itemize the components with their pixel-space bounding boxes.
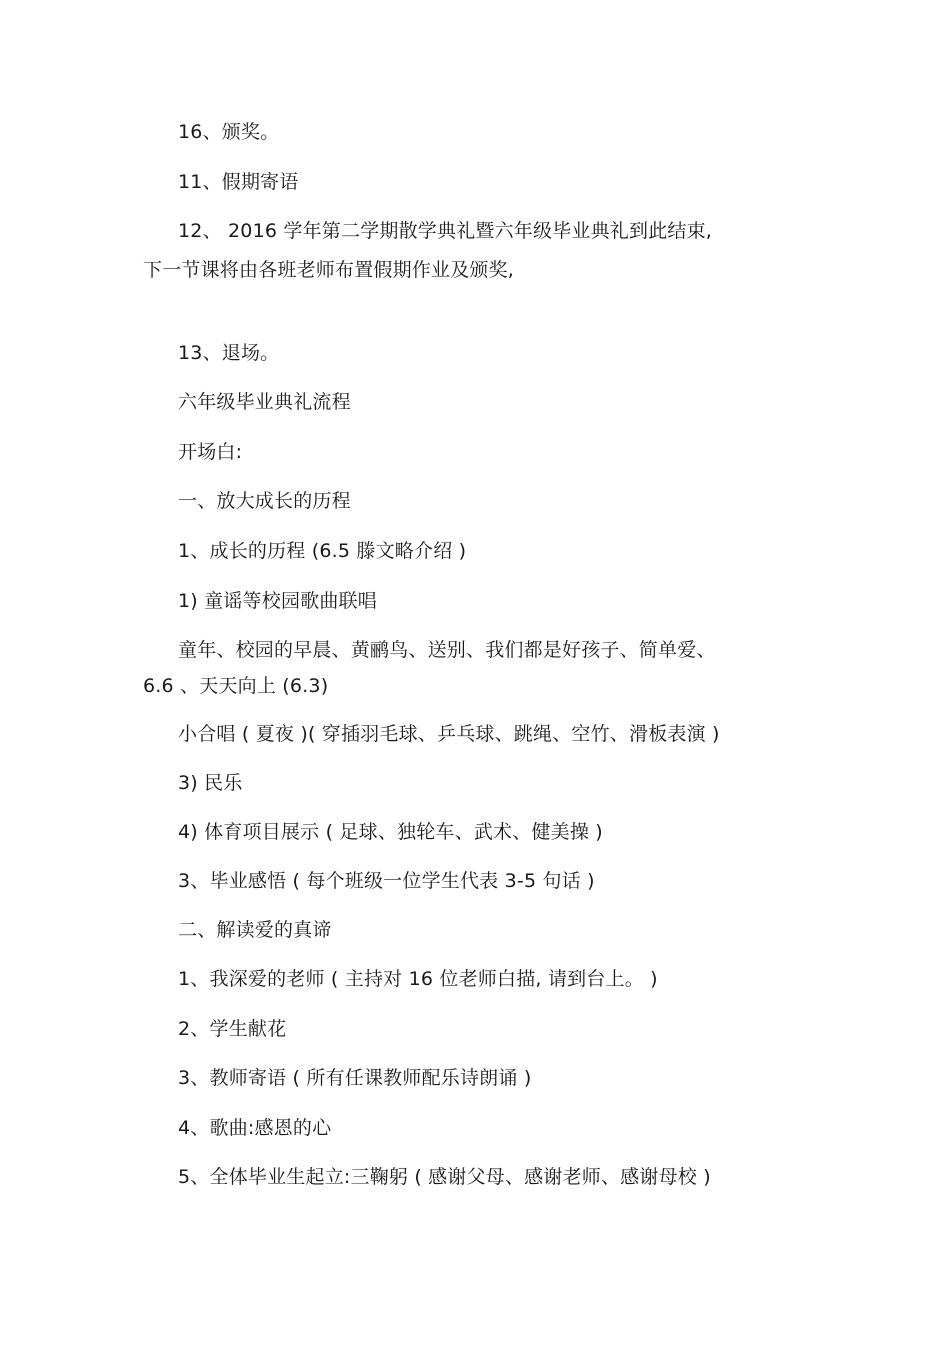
part-one-heading: 一、放大成长的历程 <box>178 490 351 512</box>
section-title-graduation-program: 六年级毕业典礼流程 <box>178 391 351 413</box>
item-13-exit: 13、退场。 <box>178 342 280 364</box>
part-two-heading: 二、解读爱的真谛 <box>178 919 332 941</box>
part-one-sub-4: 4) 体育项目展示 ( 足球、独轮车、武术、健美操 ) <box>178 821 603 843</box>
part-two-item-2: 2、学生献花 <box>178 1018 287 1040</box>
song-list: 童年、校园的早晨、黄鹂鸟、送别、我们都是好孩子、简单爱、 <box>178 639 716 661</box>
part-two-item-3: 3、教师寄语 ( 所有任课教师配乐诗朗诵 ) <box>178 1067 532 1089</box>
item-16-award: 16、颁奖。 <box>178 121 280 143</box>
part-one-sub-3: 3) 民乐 <box>178 772 243 794</box>
item-12-closing-continued: 下一节课将由各班老师布置假期作业及颁奖, <box>143 259 515 281</box>
part-two-item-4: 4、歌曲:感恩的心 <box>178 1117 332 1139</box>
part-one-sub-1: 1) 童谣等校园歌曲联唱 <box>178 590 377 612</box>
opening-remarks: 开场白: <box>178 441 243 463</box>
item-11-holiday-message: 11、假期寄语 <box>178 171 299 193</box>
part-one-item-3: 3、毕业感悟 ( 每个班级一位学生代表 3-5 句话 ) <box>178 870 595 892</box>
part-one-item-1: 1、成长的历程 (6.5 滕文略介绍 ) <box>178 540 467 562</box>
small-chorus: 小合唱 ( 夏夜 )( 穿插羽毛球、乒乓球、跳绳、空竹、滑板表演 ) <box>178 723 720 745</box>
song-list-continued: 6.6 、天天向上 (6.3) <box>143 675 329 697</box>
item-12-closing: 12、 2016 学年第二学期散学典礼暨六年级毕业典礼到此结束, <box>178 220 713 242</box>
part-two-item-5: 5、全体毕业生起立:三鞠躬 ( 感谢父母、感谢老师、感谢母校 ) <box>178 1166 711 1188</box>
part-two-item-1: 1、我深爱的老师 ( 主持对 16 位老师白描, 请到台上。 ) <box>178 968 658 990</box>
